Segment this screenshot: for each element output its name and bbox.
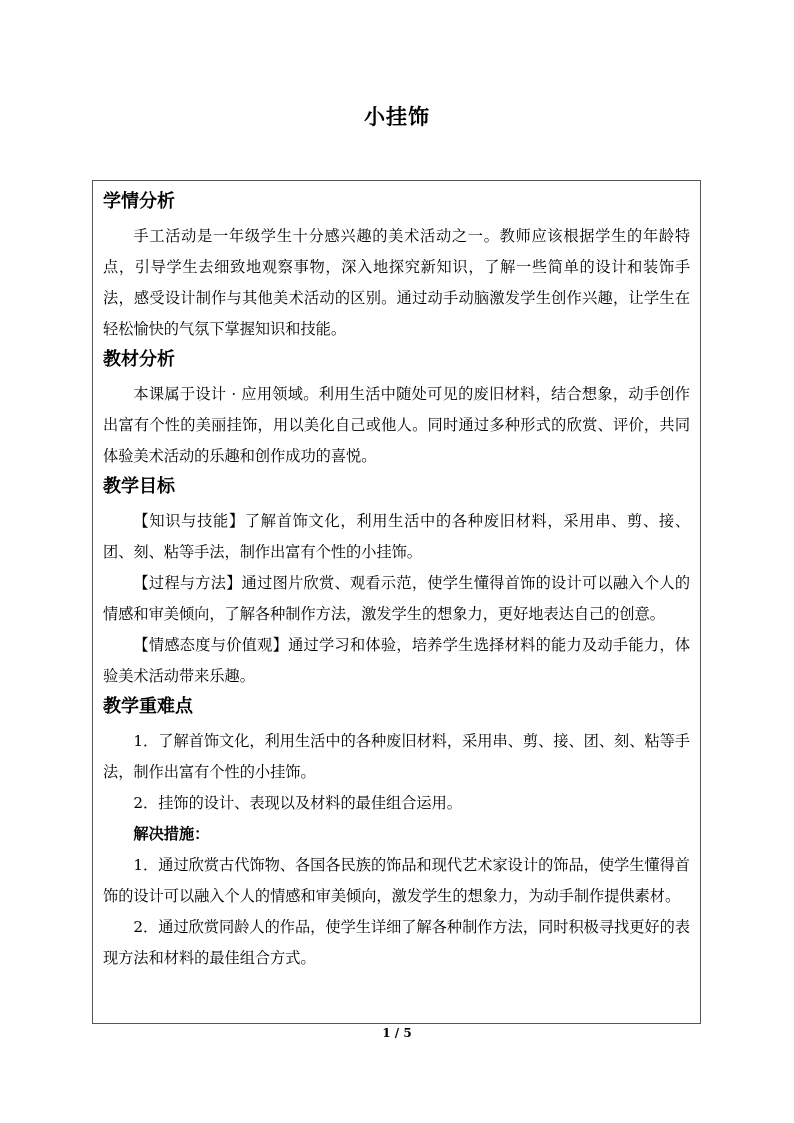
section-heading-teaching-goals: 教学目标 <box>103 476 175 497</box>
solution-heading: 解决措施： <box>133 825 210 843</box>
solution-1: 1．通过欣赏古代饰物、各国各民族的饰品和现代艺术家设计的饰品，使学生懂得首饰的设计可以融入个人的情感和审美倾向，激发学生的想象力，为动手制作提供素材。 <box>103 856 690 905</box>
key-point-2: 2．挂饰的设计、表现以及材料的最佳组合运用。 <box>133 794 462 812</box>
page-number: 1 / 5 <box>382 1026 412 1040</box>
learner-analysis-paragraph: 手工活动是一年级学生十分感兴趣的美术活动之一。教师应该根据学生的年龄特点，引导学生去细致地观察事物，深入地探究新知识，了解一些简单的设计和装饰手法，感受设计制作与其他美术活动的区别。通过动手动脑激发学生创作兴趣，让学生在轻松愉快的气氛下掌握知识和技能。 <box>103 227 690 338</box>
goal-process-method: 【过程与方法】通过图片欣赏、观看示范，使学生懂得首饰的设计可以融入个人的情感和审美倾向，了解各种制作方法，激发学生的想象力，更好地表达自己的创意。 <box>103 574 690 623</box>
section-heading-key-points: 教学重难点 <box>103 696 193 717</box>
document-title: 小挂饰 <box>364 104 430 129</box>
lesson-plan-table <box>92 180 701 1024</box>
material-analysis-paragraph: 本课属于设计 · 应用领域。利用生活中随处可见的废旧材料，结合想象，动手创作出富有个性的美丽挂饰，用以美化自己或他人。同时通过多种形式的欣赏、评价，共同体验美术活动的乐趣和创作成功的喜悦。 <box>103 385 690 465</box>
section-heading-material-analysis: 教材分析 <box>103 349 175 370</box>
section-heading-learner-analysis: 学情分析 <box>103 191 175 212</box>
key-point-1: 1．了解首饰文化，利用生活中的各种废旧材料，采用串、剪、接、团、刻、粘等手法，制作出富有个性的小挂饰。 <box>103 732 690 781</box>
goal-knowledge-skills: 【知识与技能】了解首饰文化，利用生活中的各种废旧材料，采用串、剪、接、团、刻、粘等手法，制作出富有个性的小挂饰。 <box>103 512 690 561</box>
solution-2: 2．通过欣赏同龄人的作品，使学生详细了解各种制作方法，同时积极寻找更好的表现方法和材料的最佳组合方式。 <box>103 918 690 967</box>
goal-emotion-values: 【情感态度与价值观】通过学习和体验，培养学生选择材料的能力及动手能力，体验美术活动带来乐趣。 <box>103 636 690 685</box>
